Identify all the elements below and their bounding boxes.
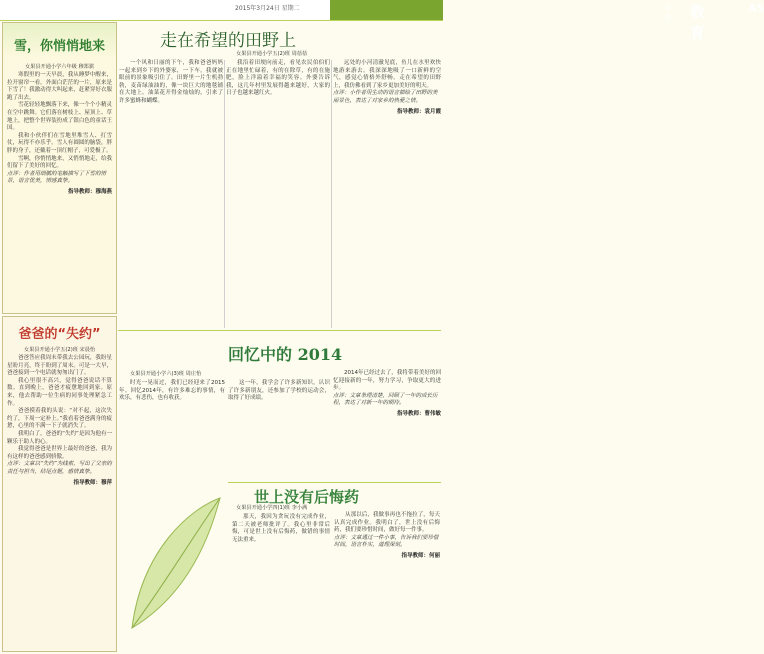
paragraph: 我和小伙伴们在雪地里堆雪人、打雪仗，玩得不亦乐乎。雪人有圆圆的脑袋，胖胖的身子，还戴着一顶红帽子，可爱极了。	[7, 132, 112, 154]
teacher-comment: 点评：小作者用生动的语言描绘了田野的美丽景色，表达了对家乡的热爱之情。	[333, 90, 438, 104]
paragraph: 爸爸答应我周末带我去公园玩，我盼星星盼月亮，终于盼到了周末。可是一大早，爸爸接到一个电话就匆匆出门了。	[7, 355, 112, 377]
paragraph: 这一年，我学会了许多新知识，认识了许多新朋友，还参加了学校的运动会，取得了好成绩。	[228, 380, 330, 402]
paragraph: 爸爸摸着我的头说：“对不起，这次失约了，下周一定补上。”我看着爸爸满身的疲惫，心里的不满一下子就消失了。	[7, 408, 112, 430]
article-title: 世上没有后悔药	[254, 488, 360, 506]
article-column	[333, 370, 441, 488]
page-number: A5	[748, 2, 764, 15]
teacher-credit: 指导教师：袁月霞	[396, 108, 441, 115]
article-title-banner	[3, 23, 116, 59]
article-column	[232, 514, 330, 650]
article-title: 雪，你悄悄地来	[13, 39, 105, 54]
article-column	[228, 380, 330, 486]
paragraph: 我觉得爸爸是世界上最好的爸爸，我为有这样的爸爸感到骄傲。	[7, 446, 112, 460]
paragraph: 2014年已经过去了，我将带着美好的回忆迎接新的一年，努力学习，争取更大的进步。	[333, 370, 441, 392]
column-divider	[224, 60, 225, 328]
teacher-comment: 点评：作者用细腻的笔触描写了下雪的情景，语言优美，情感真挚。	[7, 170, 107, 185]
paragraph: 雪花轻轻地飘落下来，像一个个小精灵在空中跳舞。它们落在树枝上、屋顶上、草地上，把整个世界装扮成了银白色的童话王国。	[7, 102, 112, 132]
leaf-illustration	[122, 488, 226, 638]
article-byline: 女果县开通小学六年级 穆郑骐	[24, 64, 95, 70]
article-byline: 女果县开通小学五(2)班 周蓓蓓	[236, 51, 308, 57]
section-banner	[330, 0, 764, 42]
teacher-comment: 点评：文章条理清楚，回顾了一年的成长历程，表达了对新一年的期待。	[333, 392, 438, 407]
article-column	[119, 380, 225, 486]
paragraph: 从那以后，我做事再也不拖拉了，每天认真完成作业。我明白了，世上没有后悔药，我们要珍惜时间，做好每一件事。	[334, 512, 440, 534]
article-column	[226, 60, 330, 328]
article-byline: 女果县开通小学四(1)班 李小满	[236, 505, 308, 511]
paragraph: 我心里很不高兴，觉得爸爸说话不算数。直到晚上，爸爸才疲惫地回到家。原来，他去帮助一位生病的同事处理紧急工作。	[7, 377, 112, 407]
section-title: 教育	[690, 3, 706, 42]
issue-date: 2015年3月24日 星期二	[235, 5, 300, 12]
column-divider	[331, 60, 332, 328]
teacher-credit: 指导教师：曹伟敏	[396, 410, 441, 417]
paragraph: 我明白了，爸爸的“失约”是因为他有一颗乐于助人的心。	[7, 430, 112, 445]
teacher-credit: 指导教师：何丽	[401, 552, 440, 559]
teacher-comment: 点评：文章通过一件小事，告诉我们要珍惜时间，语言朴实，道理深刻。	[334, 534, 439, 549]
section-tag: 今日	[664, 4, 671, 22]
paragraph: 雪啊，你悄悄地来，又悄悄地走，给我们留下了美好的回忆。	[7, 155, 112, 170]
divider	[118, 330, 441, 331]
article-title: 回忆中的 2014	[228, 345, 343, 364]
article-title: 爸爸的“失约”	[18, 327, 101, 342]
divider	[228, 482, 441, 483]
article-column	[334, 512, 440, 650]
article-byline: 女果县开通小学六(3)班 周庄怡	[130, 371, 202, 377]
paragraph: 那天，我因为贪玩没有完成作业，第二天被老师批评了。我心里非常后悔，可是世上没有后悔药，做错的事情无法重来。	[232, 514, 330, 543]
paragraph: 时光一晃而过，我们已经迎来了2015年。回忆2014年，有许多难忘的事情，有欢乐，有悲伤，也有收获。	[119, 380, 225, 402]
article-column	[119, 60, 223, 328]
teacher-credit: 指导教师：穆萍	[73, 479, 112, 486]
paragraph: 远处的小河清澈见底，鱼儿在水里欢快地游来游去。我深深地吸了一口新鲜的空气，感觉心情格外舒畅。走在希望的田野上，我仿佛看到了家乡更加美好的明天。	[333, 60, 441, 89]
paragraph: 寒假里的一天早晨，我从睡梦中醒来，拉开窗帘一看，外面白茫茫的一片，原来是下雪了！我激动得大叫起来，赶紧穿好衣服跑了出去。	[7, 72, 112, 101]
article-byline: 女果县开通小学五(2)班 宋晨怡	[23, 347, 96, 353]
teacher-comment: 点评：文章以“失约”为线索，写出了父亲的责任与担当，结尾点题，感情真挚。	[7, 461, 112, 475]
paragraph: 一个风和日丽的下午，我和爸爸妈妈一起来到乡下的外婆家，一下车，我就被眼前的景象吸引住了。田野里一片生机勃勃，麦苗绿油油的，像一块巨大的地毯铺在大地上。油菜花开得金灿灿的，引来了许多蜜蜂和蝴蝶。	[119, 60, 223, 104]
article-title: 走在希望的田野上	[160, 31, 296, 51]
article-father	[2, 316, 117, 652]
teacher-credit: 指导教师：穆海燕	[67, 188, 112, 195]
article-snow	[2, 22, 117, 314]
article-column	[333, 60, 441, 328]
paragraph: 我沿着田埂向前走，看见农民伯伯们正在地里忙碌着，有的在除草，有的在施肥，脸上洋溢着幸福的笑容。外婆告诉我，这几年村里发展得越来越好，大家的日子也越来越红火。	[226, 60, 330, 97]
